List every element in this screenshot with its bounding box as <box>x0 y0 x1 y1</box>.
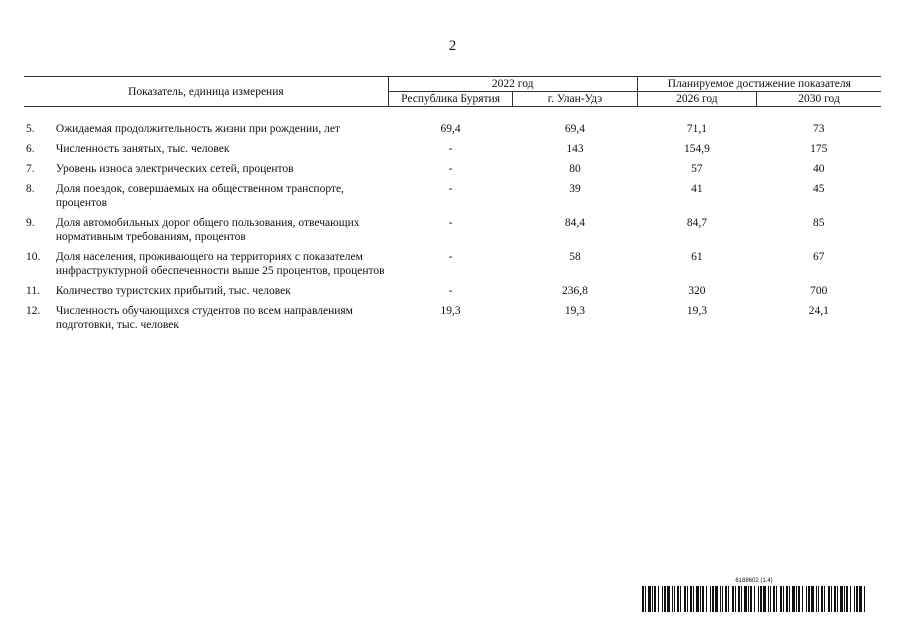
barcode-bar <box>798 586 800 612</box>
barcode-bar <box>672 586 673 612</box>
table-row <box>24 304 881 338</box>
barcode-bar <box>811 586 814 612</box>
barcode-code: 6188602 (1.4) <box>735 578 773 584</box>
barcode-bar <box>720 586 721 612</box>
table-row <box>24 250 881 284</box>
cell-2026: 84,7 <box>686 217 707 229</box>
barcode-bar <box>786 586 788 612</box>
barcode-bar <box>693 586 694 612</box>
row-number: 8. <box>26 183 35 195</box>
cell-city-2022: 143 <box>566 143 584 155</box>
barcode-bar <box>837 586 838 612</box>
barcode-bar <box>687 586 688 612</box>
cell-region-2022: 69,4 <box>440 123 461 135</box>
cell-city-2022: 58 <box>569 251 581 263</box>
barcode-bar <box>696 586 699 612</box>
barcode-bar <box>824 586 825 612</box>
barcode-bar <box>850 586 851 612</box>
barcode-bar <box>750 586 752 612</box>
cell-2026: 320 <box>688 285 706 297</box>
cell-city-2022: 19,3 <box>564 305 586 317</box>
row-indicator-name: Доля населения, проживающего на территориях с показателем инфраструктурной обеспеченности выше 25 процентов, процентов <box>55 251 385 277</box>
barcode-bar <box>702 586 704 612</box>
cell-region-2022: - <box>448 217 453 229</box>
barcode-bar <box>680 586 681 612</box>
barcode-bar <box>821 586 823 612</box>
cell-region-2022: - <box>448 285 453 297</box>
cell-region-2022: - <box>448 143 453 155</box>
barcode-bar <box>642 586 644 612</box>
table-row <box>24 182 881 216</box>
barcode-bar <box>700 586 701 612</box>
barcode-bar <box>706 586 707 612</box>
barcode-bar <box>789 586 790 612</box>
table-row <box>24 162 881 182</box>
barcode-bars <box>640 586 868 612</box>
header-indicator: Показатель, единица измерения <box>24 77 388 107</box>
table-row <box>24 122 881 142</box>
cell-2030: 45 <box>813 183 825 195</box>
barcode-bar <box>854 586 855 612</box>
barcode-bar <box>831 586 832 612</box>
barcode-bar <box>645 586 646 612</box>
barcode-bar <box>728 586 729 612</box>
barcode-bar <box>780 586 782 612</box>
barcode-bar <box>715 586 718 612</box>
barcode-bar <box>722 586 723 612</box>
page-number: 2 <box>448 38 457 54</box>
row-indicator-name: Количество туристских прибытий, тыс. человек <box>55 285 291 297</box>
barcode-bar <box>840 586 843 612</box>
row-number: 9. <box>26 217 35 229</box>
cell-city-2022: 39 <box>569 183 581 195</box>
barcode-bar <box>816 586 817 612</box>
barcode-bar <box>806 586 807 612</box>
barcode-bar <box>654 586 656 612</box>
barcode-bar <box>770 586 771 612</box>
cell-region-2022: 19,3 <box>440 305 461 317</box>
barcode-bar <box>658 586 659 612</box>
row-number: 10. <box>26 251 41 263</box>
cell-region-2022: - <box>448 163 453 175</box>
row-indicator-name: Доля автомобильных дорог общего пользования, отвечающих нормативным требованиям, процентов <box>55 217 360 243</box>
table-row <box>24 216 881 250</box>
row-number: 5. <box>26 123 35 135</box>
cell-2026: 61 <box>691 251 703 263</box>
cell-region-2022: - <box>448 251 453 263</box>
table-row <box>24 142 881 162</box>
barcode-bar <box>796 586 797 612</box>
cell-2026: 57 <box>691 163 703 175</box>
barcode-bar <box>760 586 762 612</box>
barcode-bar <box>802 586 803 612</box>
cell-2026: 71,1 <box>686 123 707 135</box>
cell-city-2022: 69,4 <box>564 123 586 135</box>
cell-city-2022: 236,8 <box>562 285 588 297</box>
barcode-bar <box>844 586 845 612</box>
cell-2026: 19,3 <box>686 305 707 317</box>
cell-city-2022: 80 <box>569 163 581 175</box>
barcode-bar <box>667 586 670 612</box>
cell-2030: 67 <box>813 251 825 263</box>
barcode-bar <box>818 586 819 612</box>
barcode-bar <box>741 586 742 612</box>
barcode-bar <box>763 586 766 612</box>
row-indicator-name: Уровень износа электрических сетей, процентов <box>55 163 294 175</box>
cell-2030: 175 <box>810 143 828 155</box>
row-number: 12. <box>26 305 41 317</box>
row-indicator-name: Доля поездок, совершаемых на общественном транспорте, процентов <box>55 183 344 209</box>
row-number: 11. <box>26 285 40 297</box>
barcode-bar <box>808 586 810 612</box>
barcode-bar <box>783 586 784 612</box>
cell-2026: 41 <box>691 183 703 195</box>
barcode-bar <box>828 586 830 612</box>
header-plan: Планируемое достижение показателя <box>637 77 881 92</box>
indicators-table <box>24 76 881 338</box>
barcode-bar <box>748 586 749 612</box>
barcode-bar <box>712 586 714 612</box>
barcode-bar <box>776 586 777 612</box>
barcode-bar <box>768 586 769 612</box>
cell-2030: 85 <box>813 217 825 229</box>
barcode-bar <box>856 586 858 612</box>
barcode-bar <box>662 586 663 612</box>
barcode-bar <box>652 586 653 612</box>
barcode-bar <box>754 586 755 612</box>
barcode-bar <box>725 586 727 612</box>
row-indicator-name: Численность занятых, тыс. человек <box>55 143 230 155</box>
barcode-bar <box>859 586 862 612</box>
barcode-bar <box>738 586 740 612</box>
cell-city-2022: 84,4 <box>564 217 586 229</box>
barcode-bar <box>864 586 865 612</box>
cell-2030: 73 <box>813 123 825 135</box>
barcode-bar <box>690 586 692 612</box>
barcode-bar <box>664 586 666 612</box>
barcode <box>640 578 868 614</box>
header-year-2022: 2022 год <box>388 77 637 92</box>
row-number: 7. <box>26 163 35 175</box>
cell-2026: 154,9 <box>683 143 710 155</box>
barcode-bar <box>710 586 711 612</box>
cell-region-2022: - <box>448 183 453 195</box>
cell-2030: 24,1 <box>808 305 829 317</box>
barcode-bar <box>674 586 675 612</box>
row-number: 6. <box>26 143 35 155</box>
barcode-bar <box>773 586 775 612</box>
table-row <box>24 284 881 304</box>
barcode-bar <box>744 586 747 612</box>
barcode-bar <box>677 586 679 612</box>
barcode-bar <box>834 586 836 612</box>
subheader-city: г. Улан-Удэ <box>513 92 637 107</box>
barcode-bar <box>758 586 759 612</box>
subheader-2030: 2030 год <box>757 92 881 107</box>
barcode-bar <box>735 586 736 612</box>
barcode-bar <box>792 586 795 612</box>
barcode-bar <box>684 586 686 612</box>
barcode-bar <box>648 586 651 612</box>
barcode-bar <box>732 586 734 612</box>
cell-2030: 700 <box>810 285 828 297</box>
barcode-bar <box>846 586 848 612</box>
row-indicator-name: Ожидаемая продолжительность жизни при рождении, лет <box>55 123 340 135</box>
subheader-region: Республика Бурятия <box>388 92 513 107</box>
cell-2030: 40 <box>813 163 825 175</box>
subheader-2026: 2026 год <box>637 92 756 107</box>
row-indicator-name: Численность обучающихся студентов по всем направлениям подготовки, тыс. человек <box>55 305 353 331</box>
